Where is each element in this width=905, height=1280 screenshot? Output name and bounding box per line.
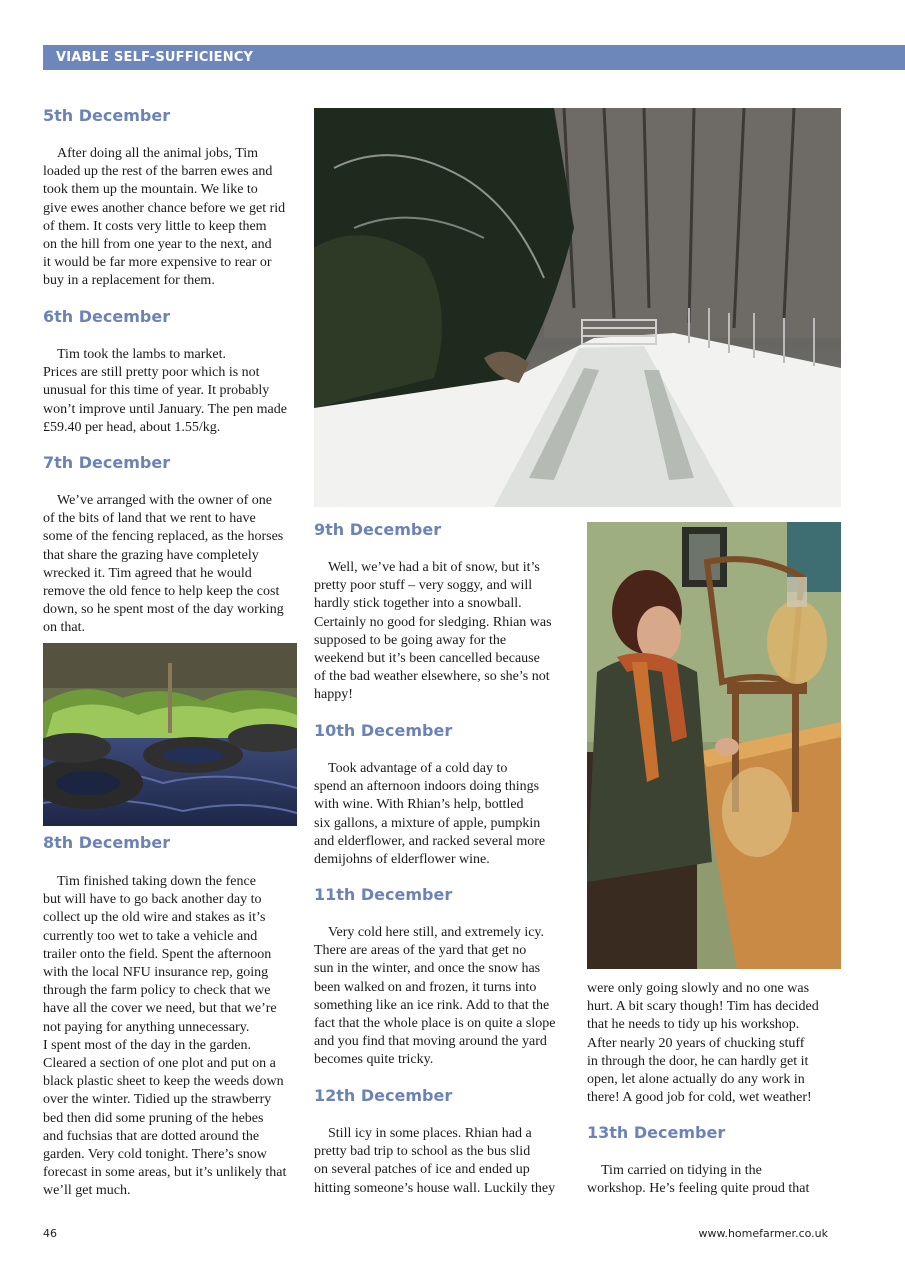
entry-12th-december: Still icy in some places. Rhian had a pretty bad trip to school as the bus slid on several patches of ice and ended up hitting someone’s house wall. Luckily they (314, 1126, 556, 1196)
entry-10th-december: Took advantage of a cold day to spend an afternoon indoors doing things with wine. With Rhian’s help, bottled six gallons, a mixture of apple, pumpkin and elderflower, and racked several more demijohns of elderflower wine. (314, 761, 546, 868)
entry-11th-december: Very cold here still, and extremely icy. There are areas of the yard that get no sun in the winter, and once the snow has been walked on and frozen, it turns into something like an ice rink. Add to that the fact that the whole place is on quite a slope and you find that moving around the yard becomes quite tricky. (314, 925, 556, 1068)
heading-9th-december: 9th December (314, 520, 442, 539)
section-banner (43, 45, 905, 70)
heading-13th-december: 13th December (587, 1123, 726, 1142)
heading-12th-december: 12th December (314, 1086, 453, 1105)
entry-8th-december: Tim finished taking down the fence but will have to go back another day to collect up the old wire and stakes as it’s currently too wet to take a vehicle and trailer onto the field. Spent the afternoon with the local NFU insurance rep, going through the farm policy to check that we have all the cover we need, but that we’re not paying for anything unnecessary. I spent most of the day in the garden. Cleared a section of one plot and put on a black plastic sheet to keep the weeds down over the winter. Tidied up the strawberry bed then did some pruning of the hebes and fuchsias that are dotted around the garden. Very cold tonight. There’s snow forecast in some areas, but it’s unlikely that we’ll get much. (43, 874, 287, 1199)
entry-12th-december-continued: were only going slowly and no one was hurt. A bit scary though! Tim has decided that he needs to tidy up his workshop. After nearly 20 years of chucking stuff in through the door, he can hardly get it open, let alone actually do any work in there! A good job for cold, wet weather! (587, 981, 819, 1106)
heading-10th-december: 10th December (314, 721, 453, 740)
website-url: www.homefarmer.co.uk (698, 1227, 828, 1240)
heading-11th-december: 11th December (314, 885, 453, 904)
heading-5th-december: 5th December (43, 106, 171, 125)
heading-7th-december: 7th December (43, 453, 171, 472)
wine-making-photo (587, 522, 841, 969)
entry-7th-december: We’ve arranged with the owner of one of the bits of land that we rent to have some of the fencing replaced, as the horses that share the grazing have completely wrecked it. Tim agreed that he would remove the old fence to help keep the cost down, so he spent most of the day working on that. (43, 493, 284, 636)
entry-5th-december: After doing all the animal jobs, Tim loaded up the rest of the barren ewes and took them up the mountain. We like to give ewes another chance before we get rid of them. It costs very little to keep them on the hill from one year to the next, and it would be far more expensive to rear or buy in a replacement for them. (43, 146, 286, 289)
page-number: 46 (43, 1227, 57, 1240)
entry-6th-december: Tim took the lambs to market. Prices are still pretty poor which is not unusual for this time of year. It probably won’t improve until January. The pen made £59.40 per head, about 1.55/kg. (43, 347, 287, 435)
heading-8th-december: 8th December (43, 833, 171, 852)
entry-13th-december: Tim carried on tidying in the workshop. He’s feeling quite proud that (587, 1163, 810, 1197)
entry-9th-december: Well, we’ve had a bit of snow, but it’s pretty poor stuff – very soggy, and will hardly stick together into a snowball. Certainly no good for sledging. Rhian was supposed to be going away for the weekend but it’s been cancelled because of the bad weather elsewhere, so she’s not happy! (314, 560, 552, 703)
snowy-lane-photo (314, 108, 841, 507)
section-label: VIABLE SELF-SUFFICIENCY (56, 50, 254, 65)
heading-6th-december: 6th December (43, 307, 171, 326)
garden-tyres-photo (43, 643, 297, 826)
